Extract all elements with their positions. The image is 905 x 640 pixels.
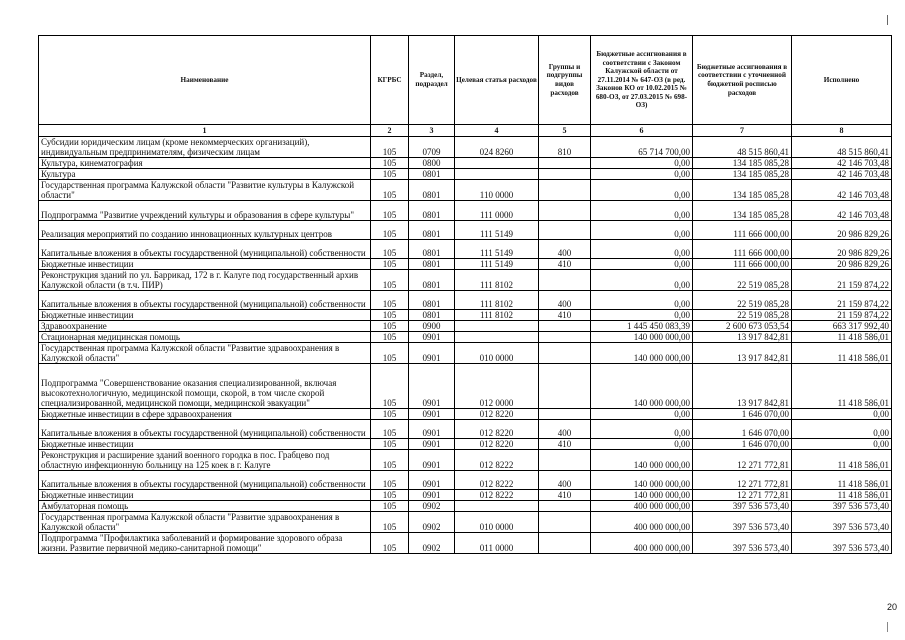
- row-budget-refined: 22 519 085,28: [693, 291, 792, 310]
- row-budget-law: 0,00: [591, 158, 693, 169]
- header-budget-law: Бюджетные ассигнования в соответствии с Законом Калужской области от 27.11.2014 № 647-ОЗ (в ред. Законов КО от 10.02.2015 № 680-ОЗ, от 27.03.2015 № 698-ОЗ): [591, 36, 693, 125]
- row-expense-group: [539, 221, 591, 240]
- row-budget-refined: 1 646 070,00: [693, 409, 792, 420]
- row-executed: 0,00: [792, 439, 892, 450]
- row-target-article: 111 5149: [455, 240, 539, 259]
- row-budget-law: 0,00: [591, 169, 693, 180]
- row-section: 0902: [409, 533, 455, 554]
- row-target-article: 111 8102: [455, 270, 539, 291]
- row-target-article: 024 8260: [455, 137, 539, 158]
- row-name: Культура: [39, 169, 371, 180]
- row-target-article: 010 0000: [455, 512, 539, 533]
- row-name: Стационарная медицинская помощь: [39, 332, 371, 343]
- row-target-article: 012 0000: [455, 364, 539, 409]
- row-kgrbs: 105: [371, 321, 409, 332]
- header-section: Раздел, подраздел: [409, 36, 455, 125]
- row-budget-refined: 12 271 772,81: [693, 471, 792, 490]
- table-row: [39, 321, 892, 332]
- row-budget-law: 0,00: [591, 180, 693, 201]
- row-budget-refined: 111 666 000,00: [693, 259, 792, 270]
- row-section: 0801: [409, 259, 455, 270]
- row-section: 0901: [409, 364, 455, 409]
- column-number: 2: [371, 125, 409, 137]
- row-section: 0902: [409, 501, 455, 512]
- row-name: Бюджетные инвестиции: [39, 259, 371, 270]
- row-budget-refined: 48 515 860,41: [693, 137, 792, 158]
- row-budget-refined: 397 536 573,40: [693, 512, 792, 533]
- row-budget-refined: 134 185 085,28: [693, 158, 792, 169]
- table-row: [39, 439, 892, 450]
- row-budget-refined: 1 646 070,00: [693, 439, 792, 450]
- row-executed: 11 418 586,01: [792, 364, 892, 409]
- row-executed: 397 536 573,40: [792, 501, 892, 512]
- row-kgrbs: 105: [371, 137, 409, 158]
- row-executed: 0,00: [792, 409, 892, 420]
- row-section: 0801: [409, 180, 455, 201]
- row-expense-group: [539, 332, 591, 343]
- row-budget-refined: 12 271 772,81: [693, 450, 792, 471]
- row-budget-refined: 134 185 085,28: [693, 180, 792, 201]
- row-kgrbs: 105: [371, 201, 409, 221]
- table-row: [39, 450, 892, 471]
- table-row: [39, 533, 892, 554]
- row-target-article: [455, 501, 539, 512]
- row-target-article: 111 8102: [455, 310, 539, 321]
- row-name: Реконструкция зданий по ул. Баррикад, 172 в г. Калуге под государственный архив Калужской области (в т.ч. ПИР): [39, 270, 371, 291]
- row-budget-law: 0,00: [591, 259, 693, 270]
- table-row: [39, 221, 892, 240]
- row-executed: 663 317 992,40: [792, 321, 892, 332]
- header-name: Наименование: [39, 36, 371, 125]
- row-kgrbs: 105: [371, 409, 409, 420]
- row-section: 0901: [409, 450, 455, 471]
- row-executed: 0,00: [792, 420, 892, 439]
- row-expense-group: 400: [539, 240, 591, 259]
- row-name: Государственная программа Калужской области "Развитие культуры в Калужской области": [39, 180, 371, 201]
- row-budget-law: 0,00: [591, 409, 693, 420]
- edge-mark-bottom: [887, 622, 888, 632]
- row-kgrbs: 105: [371, 240, 409, 259]
- row-section: 0800: [409, 158, 455, 169]
- table-row: [39, 343, 892, 364]
- row-budget-law: 0,00: [591, 221, 693, 240]
- row-kgrbs: 105: [371, 332, 409, 343]
- column-number: 1: [39, 125, 371, 137]
- row-target-article: [455, 158, 539, 169]
- row-target-article: 011 0000: [455, 533, 539, 554]
- table-row: [39, 501, 892, 512]
- row-section: 0709: [409, 137, 455, 158]
- row-budget-law: 0,00: [591, 291, 693, 310]
- row-kgrbs: 105: [371, 364, 409, 409]
- row-executed: 11 418 586,01: [792, 332, 892, 343]
- header-budget-refined: Бюджетные ассигнования в соответствии с уточненной бюджетной росписью расходов: [693, 36, 792, 125]
- row-name: Государственная программа Калужской области "Развитие здравоохранения в Калужской области": [39, 512, 371, 533]
- row-expense-group: 400: [539, 471, 591, 490]
- table-row: [39, 332, 892, 343]
- row-name: Бюджетные инвестиции: [39, 310, 371, 321]
- row-executed: 11 418 586,01: [792, 490, 892, 501]
- row-target-article: 111 5149: [455, 221, 539, 240]
- row-target-article: 111 8102: [455, 291, 539, 310]
- row-budget-law: 140 000 000,00: [591, 343, 693, 364]
- row-expense-group: 410: [539, 439, 591, 450]
- row-budget-law: 140 000 000,00: [591, 471, 693, 490]
- row-kgrbs: 105: [371, 420, 409, 439]
- row-executed: 20 986 829,26: [792, 221, 892, 240]
- row-name: Реконструкция и расширение зданий военного городка в пос. Грабцево под областную инфекционную больницу на 125 коек в г. Калуге: [39, 450, 371, 471]
- row-executed: 21 159 874,22: [792, 270, 892, 291]
- row-section: 0900: [409, 321, 455, 332]
- table-row: [39, 270, 892, 291]
- column-number: 3: [409, 125, 455, 137]
- row-expense-group: [539, 158, 591, 169]
- row-section: 0901: [409, 439, 455, 450]
- row-expense-group: [539, 533, 591, 554]
- table-row: [39, 158, 892, 169]
- row-name: Бюджетные инвестиции: [39, 439, 371, 450]
- row-kgrbs: 105: [371, 180, 409, 201]
- row-budget-law: 140 000 000,00: [591, 490, 693, 501]
- row-name: Бюджетные инвестиции в сфере здравоохранения: [39, 409, 371, 420]
- row-section: 0901: [409, 471, 455, 490]
- row-budget-law: 0,00: [591, 310, 693, 321]
- row-expense-group: 400: [539, 291, 591, 310]
- column-number: 8: [792, 125, 892, 137]
- row-executed: 42 146 703,48: [792, 169, 892, 180]
- row-kgrbs: 105: [371, 512, 409, 533]
- row-budget-law: 140 000 000,00: [591, 450, 693, 471]
- table-row: [39, 512, 892, 533]
- row-name: Подпрограмма "Совершенствование оказания специализированной, включая высокотехнологичную, медицинской помощи, скорой, в том числе скорой специализированной, медицинской помощи, медицинской эвакуации": [39, 364, 371, 409]
- row-kgrbs: 105: [371, 501, 409, 512]
- row-budget-law: 0,00: [591, 420, 693, 439]
- row-target-article: 010 0000: [455, 343, 539, 364]
- row-target-article: [455, 321, 539, 332]
- row-section: 0801: [409, 310, 455, 321]
- row-budget-refined: 13 917 842,81: [693, 343, 792, 364]
- row-target-article: 012 8222: [455, 490, 539, 501]
- row-kgrbs: 105: [371, 259, 409, 270]
- row-section: 0901: [409, 332, 455, 343]
- row-kgrbs: 105: [371, 450, 409, 471]
- row-budget-refined: 111 666 000,00: [693, 221, 792, 240]
- row-section: 0801: [409, 169, 455, 180]
- row-budget-law: 0,00: [591, 439, 693, 450]
- row-name: Капитальные вложения в объекты государственной (муниципальной) собственности: [39, 420, 371, 439]
- row-executed: 42 146 703,48: [792, 201, 892, 221]
- row-expense-group: [539, 201, 591, 221]
- edge-mark-top: [887, 15, 888, 25]
- budget-table: [38, 35, 892, 554]
- row-executed: 20 986 829,26: [792, 240, 892, 259]
- row-target-article: [455, 332, 539, 343]
- row-name: Бюджетные инвестиции: [39, 490, 371, 501]
- column-number: 4: [455, 125, 539, 137]
- row-kgrbs: 105: [371, 169, 409, 180]
- row-section: 0801: [409, 291, 455, 310]
- row-section: 0901: [409, 490, 455, 501]
- table-row: [39, 471, 892, 490]
- row-name: Капитальные вложения в объекты государственной (муниципальной) собственности: [39, 471, 371, 490]
- row-executed: 11 418 586,01: [792, 343, 892, 364]
- row-executed: 397 536 573,40: [792, 512, 892, 533]
- row-executed: 42 146 703,48: [792, 158, 892, 169]
- row-expense-group: [539, 180, 591, 201]
- row-section: 0801: [409, 240, 455, 259]
- row-section: 0801: [409, 270, 455, 291]
- row-target-article: [455, 169, 539, 180]
- row-expense-group: [539, 364, 591, 409]
- row-kgrbs: 105: [371, 158, 409, 169]
- table-row: [39, 420, 892, 439]
- row-kgrbs: 105: [371, 471, 409, 490]
- table-body: [39, 137, 892, 554]
- column-number: 6: [591, 125, 693, 137]
- row-executed: 11 418 586,01: [792, 471, 892, 490]
- row-executed: 11 418 586,01: [792, 450, 892, 471]
- row-name: Подпрограмма "Развитие учреждений культуры и образования в сфере культуры": [39, 201, 371, 221]
- row-budget-refined: 13 917 842,81: [693, 332, 792, 343]
- row-budget-refined: 22 519 085,28: [693, 310, 792, 321]
- row-budget-law: 1 445 450 083,39: [591, 321, 693, 332]
- row-expense-group: 410: [539, 259, 591, 270]
- row-expense-group: [539, 450, 591, 471]
- row-target-article: 012 8222: [455, 471, 539, 490]
- column-number: 5: [539, 125, 591, 137]
- table-row: [39, 180, 892, 201]
- row-budget-law: 400 000 000,00: [591, 512, 693, 533]
- row-budget-law: 0,00: [591, 201, 693, 221]
- table-row: [39, 201, 892, 221]
- row-expense-group: [539, 409, 591, 420]
- row-kgrbs: 105: [371, 533, 409, 554]
- row-budget-refined: 134 185 085,28: [693, 169, 792, 180]
- header-kgrbs: КГРБС: [371, 36, 409, 125]
- column-number-row: [39, 125, 892, 137]
- row-name: Подпрограмма "Профилактика заболеваний и формирование здорового образа жизни. Развитие первичной медико-санитарной помощи": [39, 533, 371, 554]
- header-expense-groups: Группы и подгруппы видов расходов: [539, 36, 591, 125]
- row-expense-group: [539, 270, 591, 291]
- row-kgrbs: 105: [371, 221, 409, 240]
- row-kgrbs: 105: [371, 343, 409, 364]
- header-row: [39, 36, 892, 125]
- row-section: 0801: [409, 201, 455, 221]
- row-expense-group: [539, 512, 591, 533]
- row-budget-law: 65 714 700,00: [591, 137, 693, 158]
- table-row: [39, 259, 892, 270]
- table-row: [39, 310, 892, 321]
- row-target-article: 012 8220: [455, 439, 539, 450]
- row-kgrbs: 105: [371, 439, 409, 450]
- row-target-article: 012 8220: [455, 409, 539, 420]
- row-section: 0801: [409, 221, 455, 240]
- row-budget-refined: 134 185 085,28: [693, 201, 792, 221]
- row-name: Культура, кинематография: [39, 158, 371, 169]
- row-kgrbs: 105: [371, 270, 409, 291]
- row-executed: 48 515 860,41: [792, 137, 892, 158]
- row-section: 0901: [409, 420, 455, 439]
- row-kgrbs: 105: [371, 291, 409, 310]
- table-row: [39, 409, 892, 420]
- row-target-article: 110 0000: [455, 180, 539, 201]
- row-expense-group: 410: [539, 490, 591, 501]
- row-executed: 20 986 829,26: [792, 259, 892, 270]
- row-expense-group: 410: [539, 310, 591, 321]
- row-kgrbs: 105: [371, 490, 409, 501]
- row-executed: 21 159 874,22: [792, 291, 892, 310]
- row-name: Реализация мероприятий по созданию инновационных культурных центров: [39, 221, 371, 240]
- row-expense-group: 810: [539, 137, 591, 158]
- table-row: [39, 240, 892, 259]
- row-expense-group: [539, 169, 591, 180]
- row-budget-refined: 397 536 573,40: [693, 533, 792, 554]
- row-name: Амбулаторная помощь: [39, 501, 371, 512]
- row-section: 0901: [409, 409, 455, 420]
- row-executed: 42 146 703,48: [792, 180, 892, 201]
- row-name: Здравоохранение: [39, 321, 371, 332]
- header-target-article: Целевая статья расходов: [455, 36, 539, 125]
- row-budget-law: 0,00: [591, 240, 693, 259]
- row-budget-refined: 2 600 673 053,54: [693, 321, 792, 332]
- row-budget-law: 140 000 000,00: [591, 364, 693, 409]
- row-target-article: 111 0000: [455, 201, 539, 221]
- row-executed: 21 159 874,22: [792, 310, 892, 321]
- row-name: Капитальные вложения в объекты государственной (муниципальной) собственности: [39, 240, 371, 259]
- row-budget-refined: 397 536 573,40: [693, 501, 792, 512]
- table-row: [39, 169, 892, 180]
- table-row: [39, 137, 892, 158]
- row-name: Государственная программа Калужской области "Развитие здравоохранения в Калужской области": [39, 343, 371, 364]
- row-budget-refined: 1 646 070,00: [693, 420, 792, 439]
- row-expense-group: [539, 343, 591, 364]
- row-budget-refined: 13 917 842,81: [693, 364, 792, 409]
- row-target-article: 012 8222: [455, 450, 539, 471]
- row-section: 0901: [409, 343, 455, 364]
- page-number: 20: [886, 602, 897, 612]
- row-name: Капитальные вложения в объекты государственной (муниципальной) собственности: [39, 291, 371, 310]
- column-number: 7: [693, 125, 792, 137]
- row-section: 0902: [409, 512, 455, 533]
- row-budget-refined: 12 271 772,81: [693, 490, 792, 501]
- row-executed: 397 536 573,40: [792, 533, 892, 554]
- row-budget-refined: 22 519 085,28: [693, 270, 792, 291]
- row-target-article: 111 5149: [455, 259, 539, 270]
- row-target-article: 012 8220: [455, 420, 539, 439]
- row-budget-law: 400 000 000,00: [591, 533, 693, 554]
- row-budget-refined: 111 666 000,00: [693, 240, 792, 259]
- row-name: Субсидии юридическим лицам (кроме некоммерческих организаций), индивидуальным предпринимателям, физическим лицам: [39, 137, 371, 158]
- table-row: [39, 364, 892, 409]
- row-budget-law: 400 000 000,00: [591, 501, 693, 512]
- row-kgrbs: 105: [371, 310, 409, 321]
- row-budget-law: 0,00: [591, 270, 693, 291]
- row-expense-group: 400: [539, 420, 591, 439]
- table-row: [39, 291, 892, 310]
- row-expense-group: [539, 501, 591, 512]
- table-row: [39, 490, 892, 501]
- row-budget-law: 140 000 000,00: [591, 332, 693, 343]
- header-executed: Исполнено: [792, 36, 892, 125]
- row-expense-group: [539, 321, 591, 332]
